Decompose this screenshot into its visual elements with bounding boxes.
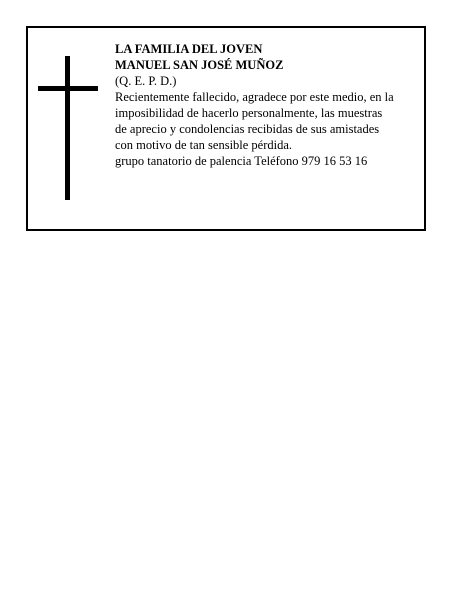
body-line-1: Recientemente fallecido, agradece por este medio, en la bbox=[115, 90, 394, 104]
body-line-2: imposibilidad de hacerlo personalmente, las muestras bbox=[115, 106, 383, 120]
body-line-3: de aprecio y condolencias recibidas de sus amistades bbox=[115, 122, 380, 136]
cross-icon bbox=[38, 56, 98, 200]
cross-horizontal-bar bbox=[38, 86, 98, 91]
body-line-4: con motivo de tan sensible pérdida. bbox=[115, 138, 293, 152]
qepd-text: (Q. E. P. D.) bbox=[115, 74, 177, 88]
footer-contact: grupo tanatorio de palencia Teléfono 979 16 53 16 bbox=[115, 154, 368, 168]
heading-name: MANUEL SAN JOSÉ MUÑOZ bbox=[115, 58, 284, 72]
obituary-notice bbox=[26, 26, 426, 231]
cross-vertical-bar bbox=[65, 56, 70, 200]
notice-text bbox=[115, 41, 425, 169]
heading-family: LA FAMILIA DEL JOVEN bbox=[115, 42, 263, 56]
